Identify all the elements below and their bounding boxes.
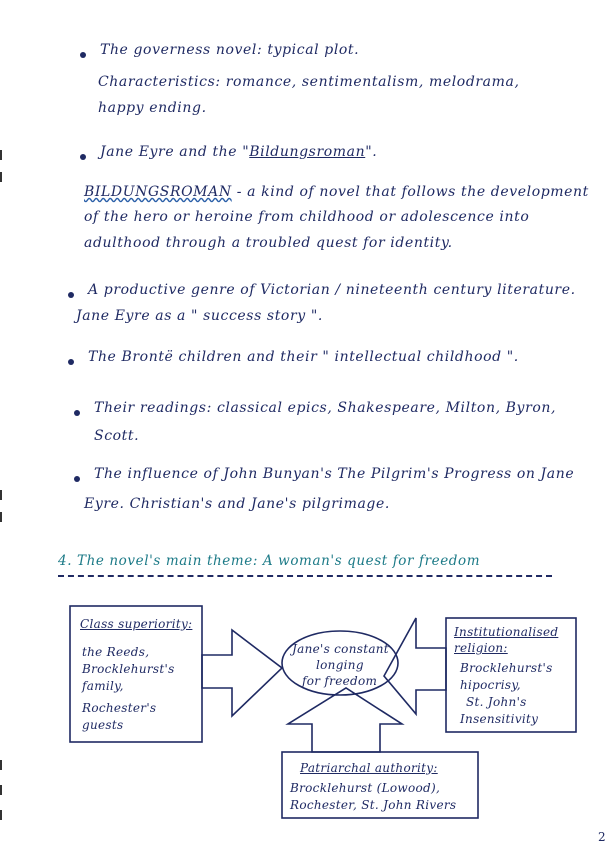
bottom-arrow (288, 688, 402, 752)
bildungsroman-term: Bildungsroman (249, 144, 366, 160)
box-item: Rochester, St. John Rivers (290, 798, 457, 812)
page-number: 2 (598, 830, 607, 844)
box-item: Brocklehurst (Lowood), (290, 781, 441, 795)
religion-heading: religion: (454, 641, 508, 655)
note-line: Eyre. Christian's and Jane's pilgrimage. (84, 496, 390, 512)
note-line: Jane Eyre and the "Bildungsroman". (100, 144, 378, 160)
box-item: Brocklehurst's (82, 662, 175, 676)
box-item: family, (82, 679, 124, 693)
center-text: longing (316, 658, 364, 672)
box-item: the Reeds, (82, 645, 150, 659)
note-line: The Brontë children and their " intellectual childhood ". (88, 349, 519, 365)
box-item: Brocklehurst's (460, 661, 553, 675)
note-line: adulthood through a troubled quest for identity. (84, 235, 453, 251)
patriarchal-heading: Patriarchal authority: (300, 761, 438, 775)
note-line: happy ending. (98, 100, 207, 116)
box-item: Insensitivity (460, 712, 539, 726)
center-text: for freedom (302, 674, 378, 688)
note-line: Characteristics: romance, sentimentalism, melodrama, (98, 74, 520, 90)
box-item: Rochester's (82, 701, 157, 715)
box-item: hipocrisy, (460, 678, 521, 692)
note-line: Their readings: classical epics, Shakespeare, Milton, Byron, (94, 400, 557, 416)
class-superiority-heading: Class superiority: (80, 617, 193, 631)
box-item: guests (82, 718, 124, 732)
note-line: A productive genre of Victorian / nineteenth century literature. (88, 282, 576, 298)
note-line: Scott. (94, 428, 140, 444)
section-heading: 4. The novel's main theme: A woman's quest for freedom (58, 553, 481, 569)
right-arrow (384, 618, 446, 714)
bildungsroman-heading: BILDUNGSROMAN (84, 184, 232, 200)
left-arrow (202, 630, 282, 716)
note-line: Jane Eyre as a " success story ". (76, 308, 323, 324)
note-line: BILDUNGSROMAN - a kind of novel that follows the development (84, 184, 589, 200)
center-text: Jane's constant (292, 642, 389, 656)
note-line: The influence of John Bunyan's The Pilgrim's Progress on Jane (94, 466, 575, 482)
religion-heading: Institutionalised (454, 625, 559, 639)
box-item: St. John's (466, 695, 527, 709)
note-line: of the hero or heroine from childhood or adolescence into (84, 209, 530, 225)
note-line: The governess novel: typical plot. (100, 42, 360, 58)
